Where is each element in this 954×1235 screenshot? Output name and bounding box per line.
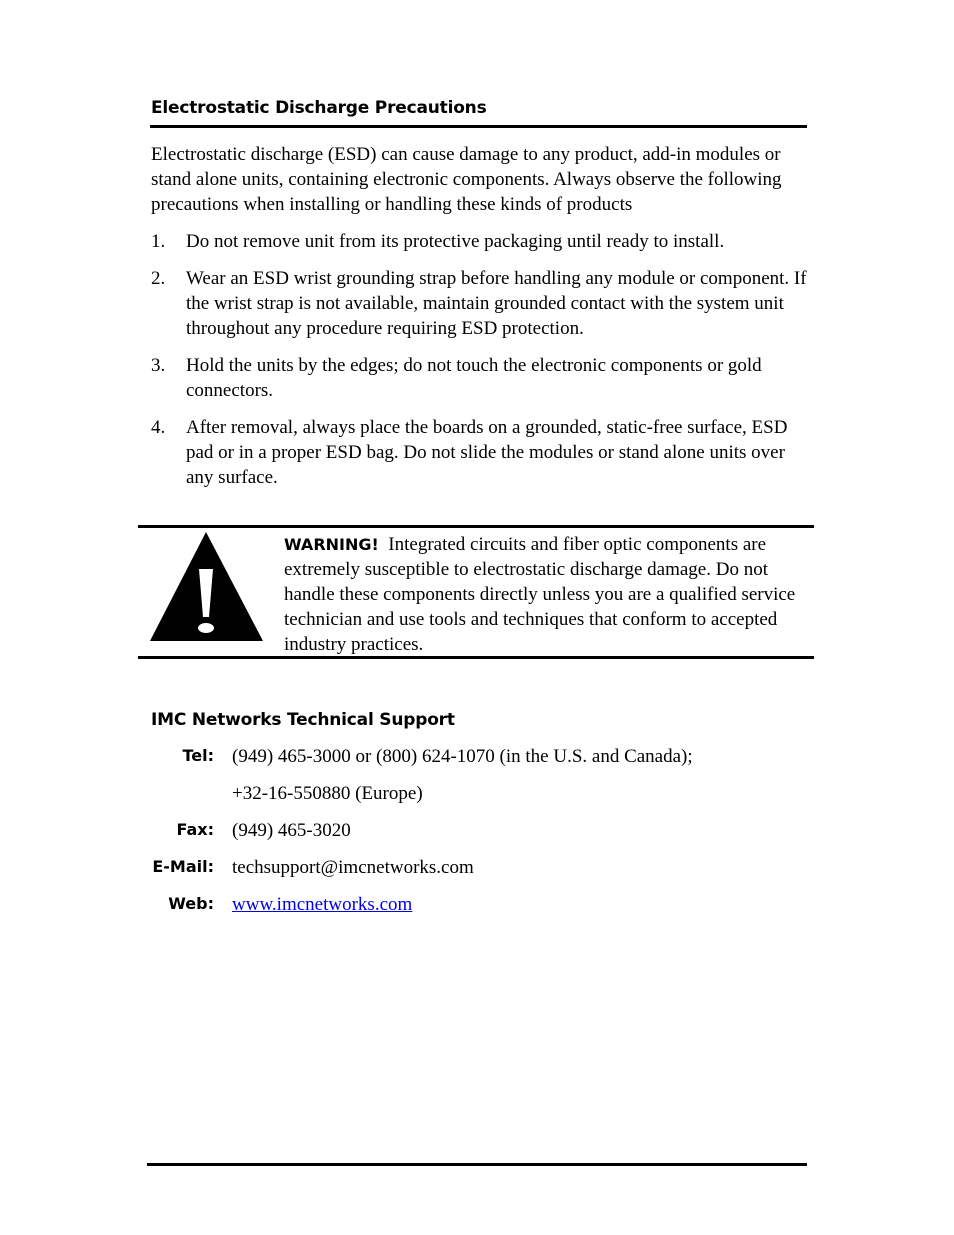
esd-precautions-list	[151, 229, 811, 502]
warning-lead: WARNING!	[284, 535, 379, 554]
list-item-text: Hold the units by the edges; do not touch the electronic components or gold connectors.	[186, 355, 762, 401]
list-item-text: Wear an ESD wrist grounding strap before handling any module or component. If the wrist strap is not available, maintain grounded contact with the system unit throughout any procedure requiring ESD protection.	[186, 268, 807, 339]
tel-value-europe: +32-16-550880 (Europe)	[232, 783, 423, 804]
warning-text	[284, 532, 809, 657]
list-item	[151, 353, 811, 403]
list-item	[151, 266, 811, 341]
warning-triangle-icon	[149, 531, 264, 642]
list-item-text: After removal, always place the boards on a grounded, static-free surface, ESD pad or in a proper ESD bag. Do not slide the modules or stand alone units over any surface.	[186, 417, 788, 488]
list-item-number: 3.	[151, 355, 166, 376]
warning-body: Integrated circuits and fiber optic components are extremely susceptible to electrostatic discharge damage. Do not handle these components directly unless you are a qualified service technician and use tools and techniques that conform to accepted industry practices.	[284, 534, 796, 655]
email-label: E-Mail:	[152, 857, 214, 876]
list-item-number: 2.	[151, 268, 166, 289]
web-link[interactable]: www.imcnetworks.com	[232, 894, 413, 915]
warning-callout	[138, 525, 814, 659]
esd-section-title: Electrostatic Discharge Precautions	[151, 98, 487, 118]
list-item-number: 4.	[151, 417, 166, 438]
list-item-number: 1.	[151, 231, 166, 252]
fax-value: (949) 465-3020	[232, 820, 351, 841]
list-item	[151, 229, 811, 254]
esd-intro-paragraph: Electrostatic discharge (ESD) can cause damage to any product, add-in modules or stand alone units, containing electronic components. Always observe the following precautions when installing or handling these kinds of products	[151, 144, 782, 215]
title-divider	[150, 125, 807, 128]
support-section-title: IMC Networks Technical Support	[151, 710, 455, 730]
list-item-text: Do not remove unit from its protective packaging until ready to install.	[186, 231, 725, 252]
email-value: techsupport@imcnetworks.com	[232, 857, 474, 878]
web-label: Web:	[168, 894, 214, 913]
list-item	[151, 415, 811, 490]
fax-label: Fax:	[176, 820, 214, 839]
footer-divider	[147, 1163, 807, 1166]
tel-label: Tel:	[182, 746, 214, 765]
tel-value: (949) 465-3000 or (800) 624-1070 (in the U.S. and Canada);	[232, 746, 693, 767]
